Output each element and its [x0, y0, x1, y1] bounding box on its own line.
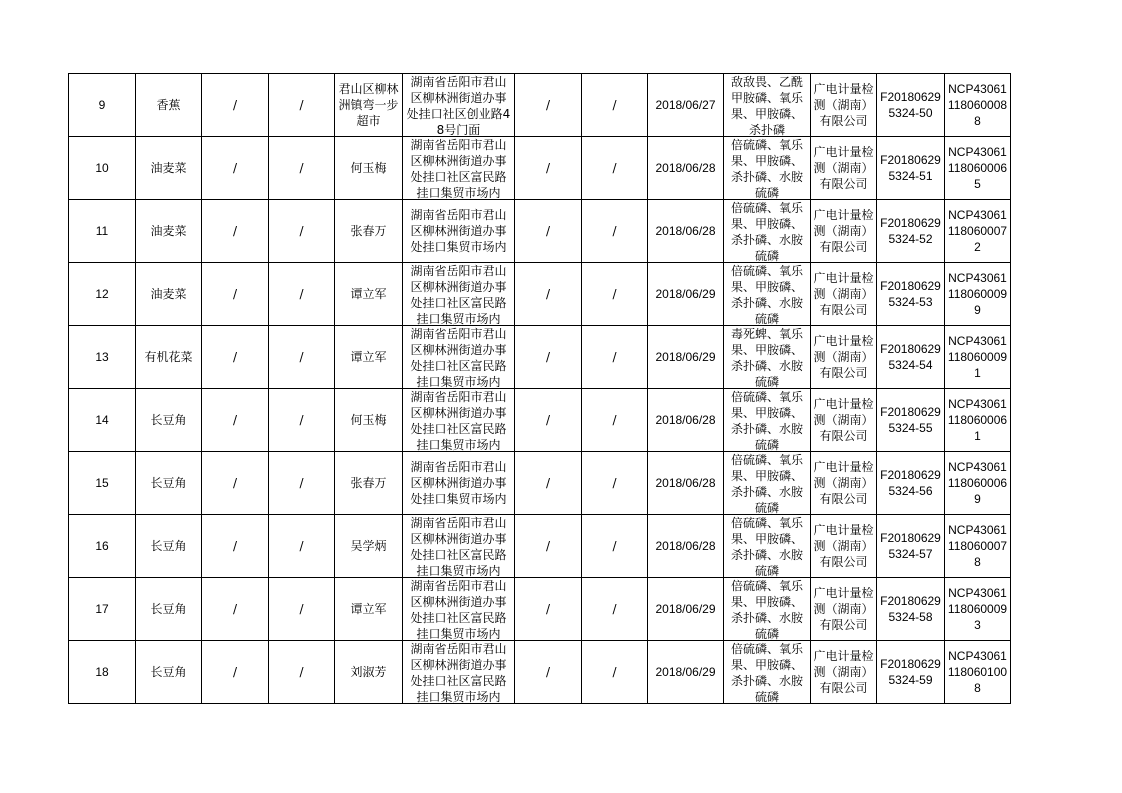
test-items-text: 倍硫磷、氧乐果、甲胺磷、杀扑磷、水胺硫磷	[730, 453, 803, 514]
row-number-cell	[69, 515, 136, 578]
sample-id-cell	[945, 515, 1011, 578]
row-number-cell	[69, 200, 136, 263]
column-3-text: /	[232, 350, 238, 364]
column-7-cell	[515, 578, 582, 641]
test-items-text: 倍硫磷、氧乐果、甲胺磷、杀扑磷、水胺硫磷	[730, 201, 803, 262]
date-cell	[648, 200, 724, 263]
column-3-cell	[202, 137, 269, 200]
row-number-text: 15	[95, 476, 109, 490]
report-code-text: F201806295324-50	[880, 90, 941, 120]
testing-lab-cell	[811, 263, 877, 326]
seller-text: 张春万	[350, 476, 387, 490]
testing-lab-text: 广电计量检测（湖南）有限公司	[813, 397, 874, 443]
column-4-cell	[269, 641, 335, 704]
address-text: 湖南省岳阳市君山区柳林洲街道办事处挂口社区创业路48号门面	[406, 75, 511, 136]
column-4-text: /	[299, 161, 304, 175]
seller-cell	[335, 263, 403, 326]
column-4-text: /	[299, 476, 304, 490]
address-cell	[403, 515, 515, 578]
report-code-text: F201806295324-52	[880, 216, 941, 246]
seller-text: 张春万	[350, 224, 387, 238]
address-text: 湖南省岳阳市君山区柳林洲街道办事处挂口社区富民路挂口集贸市场内	[410, 642, 507, 703]
sample-name-text: 长豆角	[150, 665, 187, 679]
test-items-text: 毒死蜱、氧乐果、甲胺磷、杀扑磷、水胺硫磷	[730, 327, 803, 388]
table-row	[69, 515, 1011, 578]
column-8-text: /	[612, 98, 617, 112]
column-4-text: /	[299, 224, 304, 238]
table-row	[69, 578, 1011, 641]
column-7-text: /	[545, 602, 551, 616]
testing-lab-text: 广电计量检测（湖南）有限公司	[813, 208, 874, 254]
testing-lab-cell	[811, 137, 877, 200]
sample-id-cell	[945, 263, 1011, 326]
seller-cell	[335, 326, 403, 389]
column-4-cell	[269, 263, 335, 326]
test-items-text: 倍硫磷、氧乐果、甲胺磷、杀扑磷、水胺硫磷	[730, 138, 803, 199]
test-items-cell	[724, 389, 811, 452]
report-code-cell	[877, 263, 945, 326]
date-cell	[648, 452, 724, 515]
test-items-cell	[724, 578, 811, 641]
table-row	[69, 452, 1011, 515]
address-text: 湖南省岳阳市君山区柳林洲街道办事处挂口集贸市场内	[410, 460, 507, 506]
sample-name-cell	[136, 389, 202, 452]
row-number-cell	[69, 641, 136, 704]
row-number-cell	[69, 326, 136, 389]
column-3-cell	[202, 326, 269, 389]
seller-cell	[335, 389, 403, 452]
testing-lab-text: 广电计量检测（湖南）有限公司	[813, 586, 874, 632]
seller-text: 何玉梅	[350, 413, 387, 427]
column-8-cell	[582, 641, 648, 704]
sample-name-text: 长豆角	[150, 476, 187, 490]
date-text: 2018/06/28	[655, 413, 716, 427]
column-3-cell	[202, 263, 269, 326]
address-text: 湖南省岳阳市君山区柳林洲街道办事处挂口社区富民路挂口集贸市场内	[410, 264, 507, 325]
test-items-cell	[724, 641, 811, 704]
sample-id-cell	[945, 389, 1011, 452]
column-7-cell	[515, 515, 582, 578]
row-number-text: 10	[95, 161, 109, 175]
column-3-text: /	[232, 287, 238, 301]
sample-name-text: 油麦菜	[150, 224, 187, 238]
date-text: 2018/06/29	[655, 602, 716, 616]
column-3-cell	[202, 578, 269, 641]
column-3-text: /	[232, 665, 238, 679]
column-4-cell	[269, 200, 335, 263]
address-text: 湖南省岳阳市君山区柳林洲街道办事处挂口集贸市场内	[410, 208, 507, 254]
sample-name-cell	[136, 74, 202, 137]
testing-lab-cell	[811, 641, 877, 704]
test-items-text: 倍硫磷、氧乐果、甲胺磷、杀扑磷、水胺硫磷	[730, 579, 803, 640]
sample-id-cell	[945, 452, 1011, 515]
column-7-text: /	[545, 539, 551, 553]
column-8-cell	[582, 326, 648, 389]
column-8-text: /	[612, 602, 617, 616]
sample-id-cell	[945, 578, 1011, 641]
address-text: 湖南省岳阳市君山区柳林洲街道办事处挂口社区富民路挂口集贸市场内	[410, 327, 507, 388]
seller-cell	[335, 74, 403, 137]
table-row	[69, 326, 1011, 389]
sampling-results-table	[68, 73, 1011, 704]
row-number-text: 13	[95, 350, 109, 364]
row-number-cell	[69, 137, 136, 200]
test-items-cell	[724, 263, 811, 326]
seller-cell	[335, 452, 403, 515]
sample-id-text: NCP430611180600088	[947, 82, 1008, 128]
report-code-text: F201806295324-56	[880, 468, 941, 498]
date-cell	[648, 326, 724, 389]
test-items-text: 倍硫磷、氧乐果、甲胺磷、杀扑磷、水胺硫磷	[730, 642, 803, 703]
column-3-cell	[202, 200, 269, 263]
column-8-cell	[582, 389, 648, 452]
seller-text: 谭立军	[350, 602, 387, 616]
column-3-cell	[202, 641, 269, 704]
column-8-text: /	[612, 539, 617, 553]
testing-lab-text: 广电计量检测（湖南）有限公司	[813, 82, 874, 128]
column-8-cell	[582, 137, 648, 200]
column-8-cell	[582, 578, 648, 641]
row-number-cell	[69, 74, 136, 137]
column-4-text: /	[299, 539, 304, 553]
date-cell	[648, 641, 724, 704]
column-4-text: /	[299, 665, 304, 679]
sample-name-text: 长豆角	[150, 539, 187, 553]
column-4-text: /	[299, 602, 304, 616]
sample-name-text: 油麦菜	[150, 161, 187, 175]
sample-name-text: 油麦菜	[150, 287, 187, 301]
report-code-cell	[877, 515, 945, 578]
testing-lab-text: 广电计量检测（湖南）有限公司	[813, 145, 874, 191]
testing-lab-cell	[811, 74, 877, 137]
table-row	[69, 137, 1011, 200]
seller-cell	[335, 641, 403, 704]
report-code-text: F201806295324-55	[880, 405, 941, 435]
column-4-text: /	[299, 413, 304, 427]
column-7-cell	[515, 641, 582, 704]
address-cell	[403, 263, 515, 326]
date-cell	[648, 137, 724, 200]
seller-cell	[335, 578, 403, 641]
column-8-cell	[582, 200, 648, 263]
date-text: 2018/06/28	[655, 476, 716, 490]
column-3-text: /	[232, 224, 238, 238]
test-items-cell	[724, 137, 811, 200]
column-8-cell	[582, 263, 648, 326]
test-items-text: 倍硫磷、氧乐果、甲胺磷、杀扑磷、水胺硫磷	[730, 264, 803, 325]
column-4-text: /	[299, 287, 304, 301]
seller-text: 谭立军	[350, 350, 387, 364]
column-3-text: /	[232, 602, 238, 616]
column-7-cell	[515, 263, 582, 326]
report-code-text: F201806295324-53	[880, 279, 941, 309]
date-text: 2018/06/27	[655, 98, 716, 112]
address-cell	[403, 200, 515, 263]
column-8-text: /	[612, 224, 617, 238]
sample-name-text: 长豆角	[150, 602, 187, 616]
test-items-cell	[724, 326, 811, 389]
seller-text: 君山区柳林洲镇弯一步超市	[338, 82, 399, 128]
seller-text: 谭立军	[350, 287, 387, 301]
sample-name-cell	[136, 578, 202, 641]
sample-name-cell	[136, 137, 202, 200]
sample-id-text: NCP430611180600069	[947, 460, 1008, 506]
seller-text: 吴学炳	[350, 539, 387, 553]
row-number-text: 11	[95, 224, 109, 238]
address-cell	[403, 137, 515, 200]
column-4-cell	[269, 515, 335, 578]
column-4-cell	[269, 452, 335, 515]
report-code-cell	[877, 641, 945, 704]
testing-lab-cell	[811, 200, 877, 263]
column-3-text: /	[232, 476, 238, 490]
column-4-cell	[269, 578, 335, 641]
address-cell	[403, 389, 515, 452]
column-4-text: /	[299, 350, 304, 364]
address-cell	[403, 452, 515, 515]
column-7-text: /	[545, 98, 551, 112]
sample-name-text: 有机花菜	[144, 350, 193, 364]
date-text: 2018/06/28	[655, 224, 716, 238]
date-text: 2018/06/29	[655, 350, 716, 364]
sample-id-text: NCP430611180600078	[947, 523, 1008, 569]
column-7-cell	[515, 389, 582, 452]
address-cell	[403, 326, 515, 389]
row-number-text: 18	[95, 665, 109, 679]
column-4-cell	[269, 74, 335, 137]
column-4-cell	[269, 326, 335, 389]
address-cell	[403, 74, 515, 137]
sample-name-cell	[136, 641, 202, 704]
column-8-text: /	[612, 413, 617, 427]
sample-id-cell	[945, 641, 1011, 704]
report-code-text: F201806295324-59	[880, 657, 941, 687]
sample-name-cell	[136, 452, 202, 515]
row-number-text: 14	[95, 413, 109, 427]
seller-cell	[335, 200, 403, 263]
testing-lab-cell	[811, 452, 877, 515]
seller-text: 何玉梅	[350, 161, 387, 175]
table-row	[69, 641, 1011, 704]
column-3-cell	[202, 452, 269, 515]
column-3-text: /	[232, 413, 238, 427]
test-items-text: 倍硫磷、氧乐果、甲胺磷、杀扑磷、水胺硫磷	[730, 390, 803, 451]
sample-id-text: NCP430611180600099	[947, 271, 1008, 317]
row-number-text: 17	[95, 602, 109, 616]
testing-lab-text: 广电计量检测（湖南）有限公司	[813, 523, 874, 569]
sample-name-cell	[136, 515, 202, 578]
date-text: 2018/06/29	[655, 287, 716, 301]
sample-id-text: NCP430611180600093	[947, 586, 1008, 632]
sample-name-cell	[136, 263, 202, 326]
table-row	[69, 389, 1011, 452]
seller-cell	[335, 137, 403, 200]
sample-name-cell	[136, 200, 202, 263]
column-3-text: /	[232, 539, 238, 553]
testing-lab-cell	[811, 389, 877, 452]
sample-name-text: 香蕉	[156, 98, 181, 112]
table-row	[69, 200, 1011, 263]
column-7-text: /	[545, 413, 551, 427]
sample-id-text: NCP430611180600061	[947, 397, 1008, 443]
sample-name-text: 长豆角	[150, 413, 187, 427]
report-code-cell	[877, 137, 945, 200]
seller-cell	[335, 515, 403, 578]
date-cell	[648, 389, 724, 452]
column-7-cell	[515, 452, 582, 515]
testing-lab-text: 广电计量检测（湖南）有限公司	[813, 271, 874, 317]
column-8-text: /	[612, 665, 617, 679]
row-number-text: 12	[95, 287, 109, 301]
row-number-cell	[69, 389, 136, 452]
report-code-cell	[877, 326, 945, 389]
report-code-text: F201806295324-58	[880, 594, 941, 624]
column-7-text: /	[545, 161, 551, 175]
test-items-text: 敌敌畏、乙酰甲胺磷、氧乐果、甲胺磷、杀扑磷	[730, 75, 803, 136]
test-items-text: 倍硫磷、氧乐果、甲胺磷、杀扑磷、水胺硫磷	[730, 516, 803, 577]
table-row	[69, 263, 1011, 326]
sample-id-text: NCP430611180600091	[947, 334, 1008, 380]
address-text: 湖南省岳阳市君山区柳林洲街道办事处挂口社区富民路挂口集贸市场内	[410, 390, 507, 451]
report-code-text: F201806295324-51	[880, 153, 941, 183]
sample-id-cell	[945, 74, 1011, 137]
sample-id-cell	[945, 200, 1011, 263]
address-text: 湖南省岳阳市君山区柳林洲街道办事处挂口社区富民路挂口集贸市场内	[410, 516, 507, 577]
column-3-text: /	[232, 161, 238, 175]
report-code-cell	[877, 74, 945, 137]
column-4-text: /	[299, 98, 304, 112]
row-number-text: 16	[95, 539, 109, 553]
column-7-text: /	[545, 350, 551, 364]
date-text: 2018/06/28	[655, 161, 716, 175]
sample-id-cell	[945, 137, 1011, 200]
testing-lab-text: 广电计量检测（湖南）有限公司	[813, 334, 874, 380]
testing-lab-text: 广电计量检测（湖南）有限公司	[813, 649, 874, 695]
address-cell	[403, 641, 515, 704]
date-cell	[648, 515, 724, 578]
sample-id-text: NCP430611180600072	[947, 208, 1008, 254]
column-8-text: /	[612, 350, 617, 364]
column-8-cell	[582, 515, 648, 578]
row-number-cell	[69, 578, 136, 641]
address-text: 湖南省岳阳市君山区柳林洲街道办事处挂口社区富民路挂口集贸市场内	[410, 579, 507, 640]
date-text: 2018/06/28	[655, 539, 716, 553]
column-4-cell	[269, 389, 335, 452]
column-7-cell	[515, 74, 582, 137]
column-8-cell	[582, 452, 648, 515]
column-8-text: /	[612, 287, 617, 301]
report-code-cell	[877, 578, 945, 641]
row-number-text: 9	[98, 98, 106, 112]
table-body	[69, 74, 1011, 704]
row-number-cell	[69, 263, 136, 326]
column-4-cell	[269, 137, 335, 200]
column-7-text: /	[545, 476, 551, 490]
test-items-cell	[724, 74, 811, 137]
sample-id-text: NCP430611180600065	[947, 145, 1008, 191]
date-cell	[648, 263, 724, 326]
address-text: 湖南省岳阳市君山区柳林洲街道办事处挂口社区富民路挂口集贸市场内	[410, 138, 507, 199]
testing-lab-cell	[811, 578, 877, 641]
column-8-text: /	[612, 161, 617, 175]
column-7-text: /	[545, 224, 551, 238]
sample-id-cell	[945, 326, 1011, 389]
column-3-cell	[202, 74, 269, 137]
testing-lab-cell	[811, 326, 877, 389]
test-items-cell	[724, 200, 811, 263]
column-8-text: /	[612, 476, 617, 490]
date-cell	[648, 578, 724, 641]
report-code-text: F201806295324-57	[880, 531, 941, 561]
test-items-cell	[724, 515, 811, 578]
testing-lab-cell	[811, 515, 877, 578]
report-code-text: F201806295324-54	[880, 342, 941, 372]
column-7-cell	[515, 137, 582, 200]
column-7-text: /	[545, 287, 551, 301]
row-number-cell	[69, 452, 136, 515]
date-cell	[648, 74, 724, 137]
column-3-text: /	[232, 98, 238, 112]
address-cell	[403, 578, 515, 641]
column-8-cell	[582, 74, 648, 137]
sample-id-text: NCP430611180601008	[947, 649, 1008, 695]
date-text: 2018/06/29	[655, 665, 716, 679]
report-code-cell	[877, 389, 945, 452]
table-row	[69, 74, 1011, 137]
report-code-cell	[877, 452, 945, 515]
column-3-cell	[202, 389, 269, 452]
test-items-cell	[724, 452, 811, 515]
column-3-cell	[202, 515, 269, 578]
column-7-cell	[515, 326, 582, 389]
column-7-text: /	[545, 665, 551, 679]
sample-name-cell	[136, 326, 202, 389]
testing-lab-text: 广电计量检测（湖南）有限公司	[813, 460, 874, 506]
seller-text: 刘淑芳	[350, 665, 387, 679]
column-7-cell	[515, 200, 582, 263]
report-code-cell	[877, 200, 945, 263]
